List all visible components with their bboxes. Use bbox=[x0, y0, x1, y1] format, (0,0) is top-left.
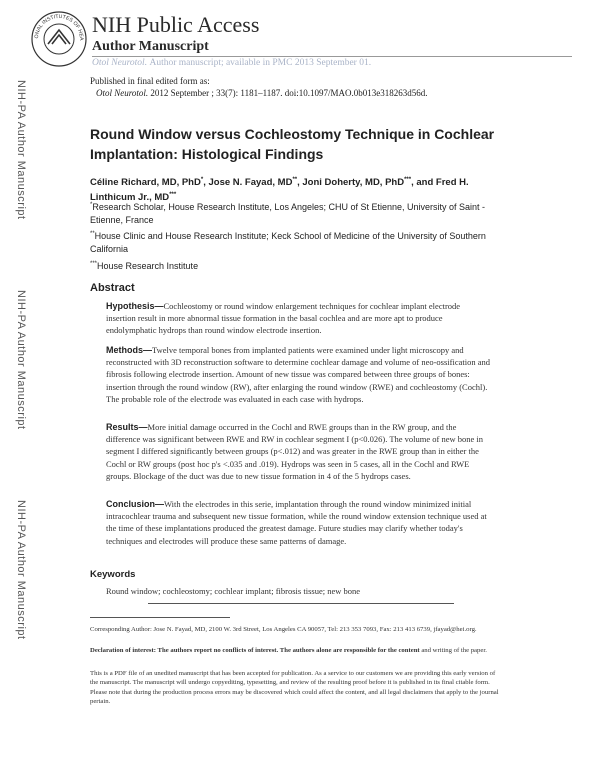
author-separator: , and bbox=[411, 177, 436, 189]
section-label: Methods— bbox=[106, 345, 152, 355]
section-label: Hypothesis— bbox=[106, 301, 164, 311]
sidebar-label: NIH-PA Author Manuscript bbox=[15, 500, 27, 640]
author-separator: , bbox=[297, 177, 303, 189]
affiliation bbox=[90, 199, 500, 226]
availability-journal: Otol Neurotol. bbox=[92, 58, 148, 68]
declaration-label: Declaration of interest: The authors report no conflicts of interest. The authors alone are responsible for the content bbox=[90, 647, 420, 654]
svg-text:NATIONAL INSTITUTES OF HEALTH: ONAL INSTITUTES OF HEA bbox=[33, 13, 85, 41]
author-mark: * bbox=[200, 177, 204, 183]
affiliation bbox=[90, 228, 500, 255]
brand bbox=[92, 14, 259, 55]
affiliation-mark: *** bbox=[90, 261, 98, 267]
section-text: Twelve temporal bones from implanted patients were examined under light microscopy and reconstructed with 3D reconstruction software to determine cochlear damage and volume of neo-ossification and fibrosis following electrode insertion. Amount of new tissue was compared between three groups of bones: insertion through the round window (RW), after enlarging the round window (RWE) and cochleostomy (Cochl). The probable role of the electrode was evaluated in each case with hydrops. bbox=[106, 345, 491, 404]
keywords-text: Round window; cochleostomy; cochlear implant; fibrosis tissue; new bone bbox=[106, 586, 361, 596]
brand-subtitle: Author Manuscript bbox=[92, 39, 209, 54]
abstract-conclusion bbox=[106, 498, 490, 547]
abstract-methods bbox=[106, 344, 490, 405]
abstract-results bbox=[106, 421, 490, 482]
availability-line bbox=[92, 58, 371, 68]
availability-text: Author manuscript; available in PMC 2013 September 01. bbox=[149, 58, 372, 68]
declaration-of-interest bbox=[90, 646, 500, 655]
nih-logo bbox=[30, 10, 88, 68]
section-text: Cochleostomy or round window enlargement techniques for cochlear implant electrode insertion result in more abnormal tissue formation in the basal cochlea and are more apt to produce endolymphatic hydrops than round window electrode insertion. bbox=[106, 301, 461, 336]
author-separator: , bbox=[203, 177, 209, 189]
keywords-heading: Keywords bbox=[90, 569, 136, 580]
divider bbox=[148, 603, 454, 604]
section-label: Results— bbox=[106, 422, 148, 432]
declaration-rest: and writing of the paper. bbox=[421, 647, 487, 654]
footnote-divider bbox=[90, 617, 230, 618]
affiliation-text: Research Scholar, House Research Institute, Los Angeles; CHU of St Etienne, University of Saint -Etienne, France bbox=[90, 202, 486, 225]
abstract-heading: Abstract bbox=[90, 282, 135, 294]
section-text: With the electrodes in this serie, implantation through the round window minimized initial intracochlear trauma and subsequent new tissue formation, while the round window extension technique used at the time of these implantations produced the greatest damage. Future studies may clarify whether today's techniques and electrodes will produce these same patterns of damage. bbox=[106, 499, 487, 546]
author-name: Fred H. Linthicum Jr., MD bbox=[90, 177, 469, 204]
author-name: Jose N. Fayad, MD bbox=[208, 177, 293, 189]
author-mark: *** bbox=[404, 177, 412, 183]
author-mark: *** bbox=[169, 192, 177, 199]
publication-info bbox=[90, 75, 427, 99]
citation-details: 2012 September ; 33(7): 1181–1187. doi:10.1097/MAO.0b013e318263d56d. bbox=[150, 88, 428, 98]
affiliation-mark: * bbox=[90, 202, 93, 208]
publication-label: Published in final edited form as: bbox=[90, 76, 210, 86]
affiliation-text: House Clinic and House Research Institute; Keck School of Medicine of the University of Southern California bbox=[90, 231, 486, 254]
publication-citation bbox=[90, 87, 427, 99]
article-title: Round Window versus Cochleostomy Technique in Cochlear Implantation: Histological Findings bbox=[90, 126, 495, 162]
citation-journal: Otol Neurotol. bbox=[96, 88, 149, 98]
sidebar-label: NIH-PA Author Manuscript bbox=[15, 290, 27, 430]
section-label: Conclusion— bbox=[106, 499, 164, 509]
brand-title: NIH Public Access bbox=[92, 12, 260, 37]
section-text: More initial damage occurred in the Cochl and RWE groups than in the RW group, and the difference was significant between RWE and RW in cochlear segment I (p<0.026). The volume of new bone in segment I differed significantly between groups (p<.012) and was greater in the RWE group than in either the Cochl or RW groups (post hoc p's <.035 and .019). Hydrops was seen in 5 cases, all in the Cochl and RWE groups. Blockage of the duct was due to new tissue formation in 4 of the 5 hydrops cases. bbox=[106, 422, 484, 481]
affiliation-text: House Research Institute bbox=[97, 261, 199, 271]
abstract-hypothesis bbox=[106, 300, 490, 337]
author-name: Céline Richard, MD, PhD bbox=[90, 177, 201, 189]
sidebar-label: NIH-PA Author Manuscript bbox=[15, 80, 27, 220]
manuscript-disclaimer: This is a PDF file of an unedited manuscript that has been accepted for publication. As a service to our customers we are providing this early version of the manuscript. The manuscript will undergo copyediting, typesetting, and review of the resulting proof before it is published in its final citable form. Please note that during the production process errors may be discovered which could affect the content, and all legal disclaimers that apply to the journal pertain. bbox=[90, 670, 499, 706]
affiliation bbox=[90, 258, 500, 273]
affiliation-mark: ** bbox=[90, 231, 95, 237]
corresponding-author: Corresponding Author: Jose N. Fayad, MD, 2100 W. 3rd Street, Los Angeles CA 90057, Tel: 213 353 7093, Fax: 213 413 6739, jfayad@hei.org. bbox=[90, 626, 477, 633]
author-name: Joni Doherty, MD, PhD bbox=[302, 177, 405, 189]
header-divider bbox=[92, 56, 572, 57]
author-mark: ** bbox=[292, 177, 298, 183]
